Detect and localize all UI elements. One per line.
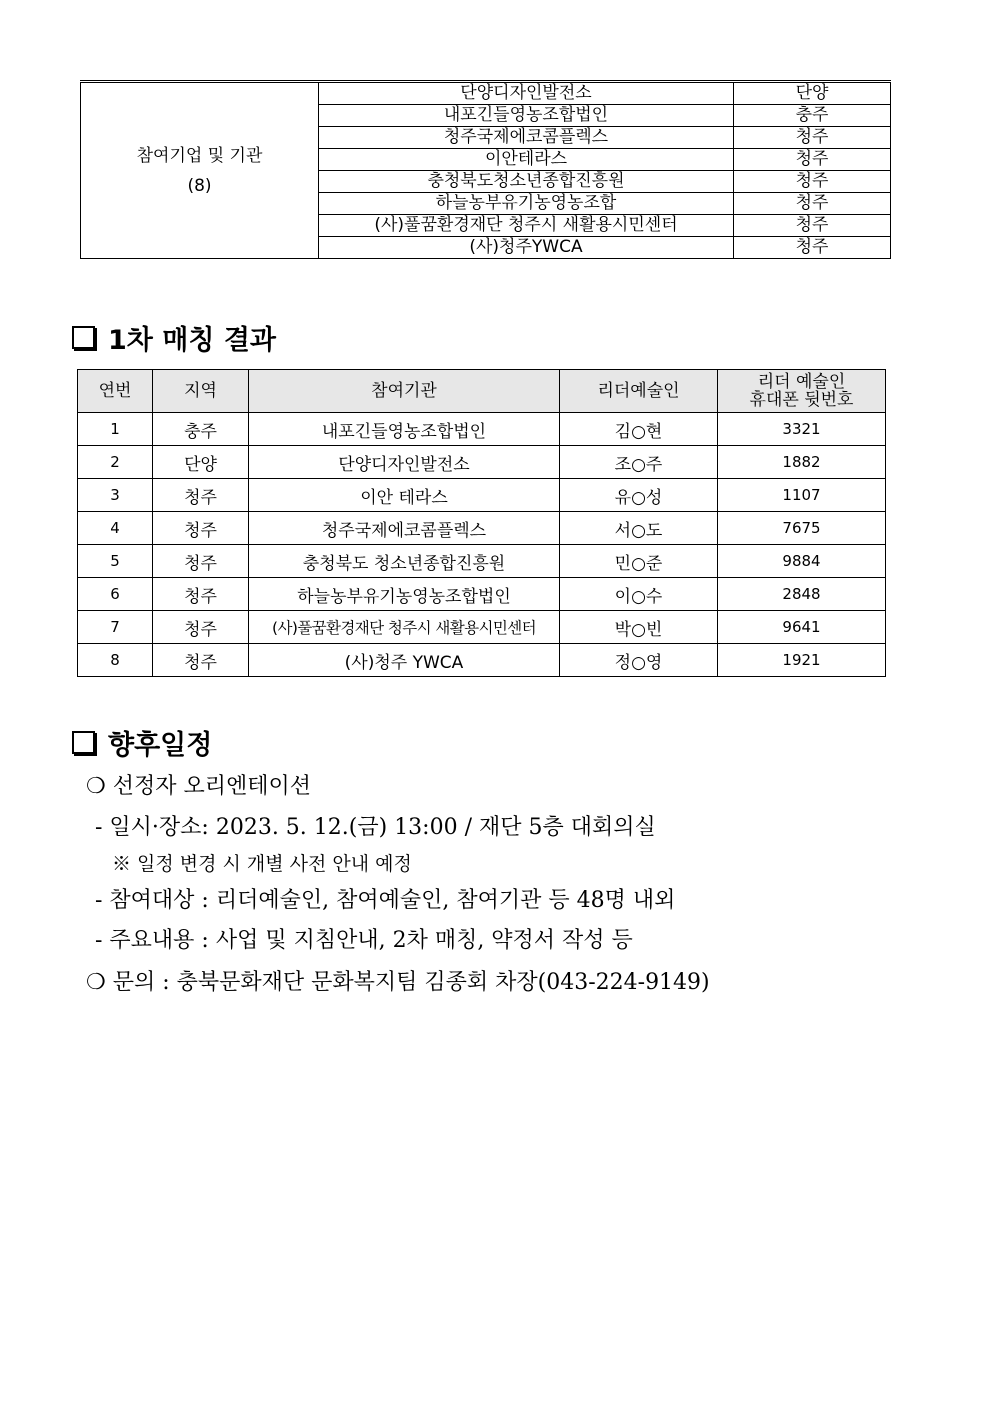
participant-name: 단양디자인발전소 <box>319 82 734 105</box>
schedule-item-orientation: ❍ 선정자 오리엔테이션 <box>86 774 311 799</box>
row-no: 1 <box>78 413 153 446</box>
header-org: 참여기관 <box>249 370 560 413</box>
row-region: 청주 <box>153 578 249 611</box>
row-region: 청주 <box>153 545 249 578</box>
participant-region: 청주 <box>734 237 891 259</box>
header-no: 연번 <box>78 370 153 413</box>
participant-name: 충청북도청소년종합진흥원 <box>319 171 734 193</box>
row-org: (사)청주 YWCA <box>249 644 560 677</box>
row-phone: 1107 <box>718 479 886 512</box>
row-phone: 1882 <box>718 446 886 479</box>
table-header-row <box>78 370 886 413</box>
row-leader: 이○수 <box>560 578 718 611</box>
schedule-note: ※ 일정 변경 시 개별 사전 안내 예정 <box>112 853 412 875</box>
participant-name: 이안테라스 <box>319 149 734 171</box>
header-phone-line1: 리더 예술인 <box>757 372 846 392</box>
header-leader: 리더예술인 <box>560 370 718 413</box>
participants-table <box>80 80 891 259</box>
participant-region: 청주 <box>734 149 891 171</box>
row-org: (사)풀꿈환경재단 청주시 새활용시민센터 <box>249 611 560 644</box>
schedule-content: - 주요내용 : 사업 및 지침안내, 2차 매칭, 약정서 작성 등 <box>95 928 633 953</box>
row-no: 7 <box>78 611 153 644</box>
table-row <box>78 479 886 512</box>
row-org: 청주국제에코콤플렉스 <box>249 512 560 545</box>
table-row <box>78 413 886 446</box>
participants-label: 참여기업 및 기관 <box>136 145 263 166</box>
participant-region: 충주 <box>734 105 891 127</box>
participant-name: 청주국제에코콤플렉스 <box>319 127 734 149</box>
row-leader: 유○성 <box>560 479 718 512</box>
row-no: 2 <box>78 446 153 479</box>
row-leader: 서○도 <box>560 512 718 545</box>
row-no: 6 <box>78 578 153 611</box>
participant-region: 청주 <box>734 171 891 193</box>
participant-region: 단양 <box>734 82 891 105</box>
participant-name: (사)청주YWCA <box>319 237 734 259</box>
schedule-datetime: - 일시·장소: 2023. 5. 12.(금) 13:00 / 재단 5층 대회의실 <box>95 815 656 840</box>
row-org: 이안 테라스 <box>249 479 560 512</box>
schedule-contact: ❍ 문의 : 충북문화재단 문화복지팀 김종회 차장(043-224-9149) <box>86 970 710 995</box>
participant-region: 청주 <box>734 127 891 149</box>
row-region: 청주 <box>153 611 249 644</box>
table-row <box>78 611 886 644</box>
row-leader: 김○현 <box>560 413 718 446</box>
participant-name: (사)풀꿈환경재단 청주시 새활용시민센터 <box>319 215 734 237</box>
row-phone: 7675 <box>718 512 886 545</box>
row-org: 충청북도 청소년종합진흥원 <box>249 545 560 578</box>
matching-heading <box>72 318 276 357</box>
table-row <box>78 446 886 479</box>
row-phone: 9884 <box>718 545 886 578</box>
row-phone: 1921 <box>718 644 886 677</box>
row-no: 3 <box>78 479 153 512</box>
matching-table <box>77 369 886 677</box>
row-org: 내포긴들영농조합법인 <box>249 413 560 446</box>
row-region: 청주 <box>153 644 249 677</box>
checkbox-square-icon <box>72 731 95 754</box>
row-leader: 민○준 <box>560 545 718 578</box>
row-region: 충주 <box>153 413 249 446</box>
participants-label-cell <box>81 82 319 259</box>
checkbox-square-icon <box>72 326 95 349</box>
row-leader: 박○빈 <box>560 611 718 644</box>
row-region: 청주 <box>153 512 249 545</box>
row-region: 청주 <box>153 479 249 512</box>
row-phone: 9641 <box>718 611 886 644</box>
row-no: 5 <box>78 545 153 578</box>
header-region: 지역 <box>153 370 249 413</box>
table-row <box>78 545 886 578</box>
row-no: 4 <box>78 512 153 545</box>
schedule-heading <box>72 723 212 762</box>
header-phone <box>718 370 886 413</box>
row-phone: 2848 <box>718 578 886 611</box>
row-region: 단양 <box>153 446 249 479</box>
row-no: 8 <box>78 644 153 677</box>
row-leader: 정○영 <box>560 644 718 677</box>
table-row <box>78 644 886 677</box>
row-org: 단양디자인발전소 <box>249 446 560 479</box>
participant-name: 내포긴들영농조합법인 <box>319 105 734 127</box>
row-phone: 3321 <box>718 413 886 446</box>
participant-name: 하늘농부유기농영농조합 <box>319 193 734 215</box>
row-leader: 조○주 <box>560 446 718 479</box>
schedule-participants: - 참여대상 : 리더예술인, 참여예술인, 참여기관 등 48명 내외 <box>95 888 676 913</box>
matching-title: 1차 매칭 결과 <box>108 325 276 356</box>
participant-region: 청주 <box>734 193 891 215</box>
table-row <box>78 512 886 545</box>
participant-region: 청주 <box>734 215 891 237</box>
participants-count: (8) <box>187 175 212 196</box>
schedule-title: 향후일정 <box>108 730 213 761</box>
row-org: 하늘농부유기농영농조합법인 <box>249 578 560 611</box>
table-row <box>78 578 886 611</box>
header-phone-line2: 휴대폰 뒷번호 <box>749 390 854 410</box>
